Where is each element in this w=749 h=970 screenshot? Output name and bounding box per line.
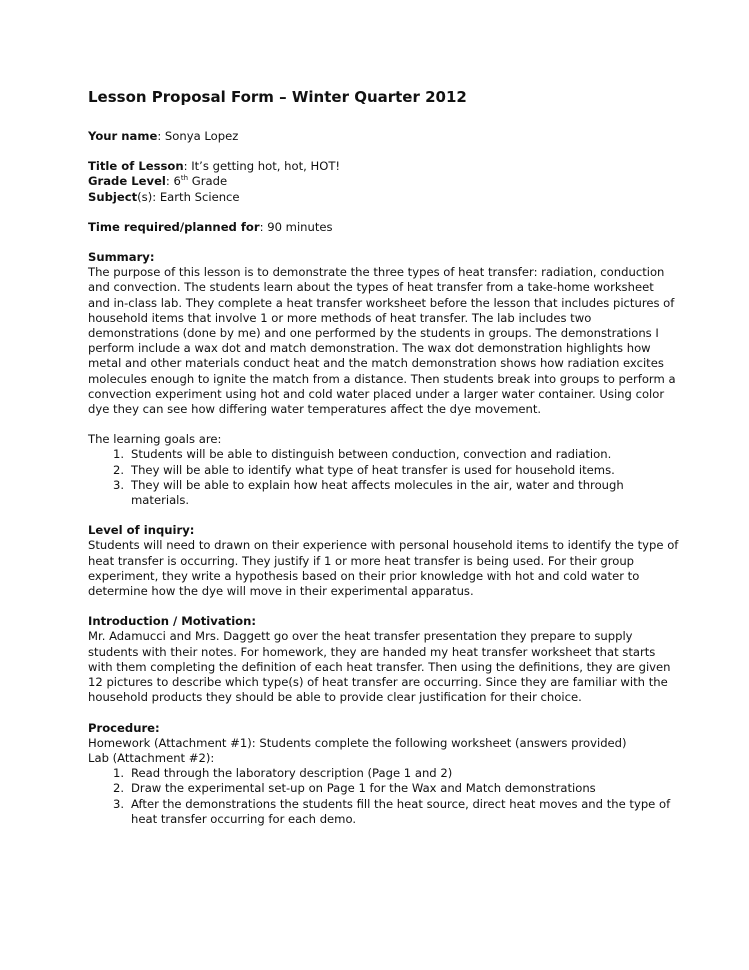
list-item-text: Read through the laboratory description (Page 1 and 2) [131, 766, 453, 781]
lesson-title-value: : It’s getting hot, hot, HOT! [183, 159, 341, 174]
list-number: 1. [113, 447, 125, 462]
lesson-title-label: Title of Lesson [88, 159, 184, 174]
list-number: 2. [113, 781, 125, 796]
list-number: 2. [113, 462, 125, 477]
grade-value-end: Grade [188, 174, 228, 189]
list-item [88, 766, 679, 781]
list-item-text: They will be able to identify what type of heat transfer is used for household items. [131, 462, 615, 477]
lesson-title-line [88, 159, 679, 174]
summary-text: The purpose of this lesson is to demonstrate the three types of heat transfer: radiation, conduction and convection. The students learn about the types of heat transfer from a take-home worksheet and in-class lab. They complete a heat transfer worksheet before the lesson that includes pictures of household items that involve 1 or more methods of heat transfer. The lab includes two demonstrations (done by me) and one performed by the students in groups. The demonstrations I perform include a wax dot and match demonstration. The wax dot demonstration highlights how metal and other materials conduct heat and the match demonstration shows how radiation excites molecules enough to ignite the match from a distance. Then students break into groups to perform a convection experiment using hot and cold water placed under a larger water container. Using color dye they can see how differing water temperatures affect the dye movement. [88, 265, 676, 417]
name-value: : Sonya Lopez [157, 129, 239, 143]
list-item [88, 478, 679, 508]
goals-intro: The learning goals are: [88, 432, 222, 447]
procedure-homework: Homework (Attachment #1): Students complete the following worksheet (answers provided) [88, 735, 627, 750]
goals-list [88, 447, 679, 508]
subject-line [88, 190, 679, 205]
list-item [88, 447, 679, 462]
time-line [88, 220, 679, 235]
subject-label: Subject [88, 189, 138, 204]
list-item-text: Draw the experimental set-up on Page 1 for the Wax and Match demonstrations [131, 781, 596, 796]
page-title: Lesson Proposal Form – Winter Quarter 2012 [88, 88, 467, 106]
name-line [88, 129, 679, 144]
list-number: 1. [113, 766, 125, 781]
subject-value: : Earth Science [152, 189, 240, 204]
intro-heading: Introduction / Motivation: [88, 614, 257, 629]
procedure-lab: Lab (Attachment #2): [88, 750, 215, 765]
intro-text: Mr. Adamucci and Mrs. Daggett go over the heat transfer presentation they prepare to supply students with their notes. For homework, they are handed my heat transfer worksheet that starts with them completing the definition of each heat transfer. Then using the definitions, they are given 12 pictures to describe which type(s) of heat transfer are occurring. Since they are familiar with the household products they should be able to provide clear justification for their choice. [88, 629, 671, 705]
list-item-text: They will be able to explain how heat affects molecules in the air, water and through materials. [131, 477, 624, 508]
procedure-list [88, 766, 679, 827]
grade-line [88, 174, 679, 189]
grade-value: : 6 [165, 174, 181, 189]
grade-suffix: th [180, 174, 189, 183]
time-value: : 90 minutes [259, 219, 333, 234]
inquiry-text: Students will need to drawn on their experience with personal household items to identify the type of heat transfer is occurring. They justify if 1 or more heat transfer is being used. For their group experiment, they write a hypothesis based on their prior knowledge with hot and cold water to determine how the dye will move in their experimental apparatus. [88, 538, 679, 599]
inquiry-heading: Level of inquiry: [88, 523, 195, 538]
list-number: 3. [113, 796, 125, 811]
list-item [88, 781, 679, 796]
list-item [88, 797, 679, 827]
procedure-heading: Procedure: [88, 720, 160, 735]
list-item-text: Students will be able to distinguish between conduction, convection and radiation. [131, 447, 612, 462]
list-number: 3. [113, 477, 125, 492]
subject-label-suffix: (s) [137, 189, 153, 204]
list-item-text: After the demonstrations the students fill the heat source, direct heat moves and the type of heat transfer occurring for each demo. [131, 796, 671, 826]
grade-label: Grade Level [88, 174, 166, 189]
list-item [88, 463, 679, 478]
summary-heading: Summary: [88, 250, 155, 265]
time-label: Time required/planned for [88, 219, 260, 234]
name-label: Your name [88, 129, 158, 143]
